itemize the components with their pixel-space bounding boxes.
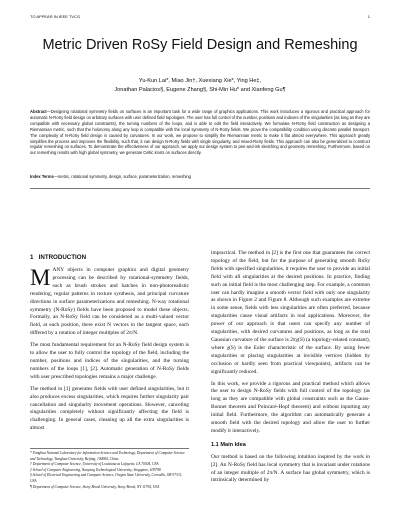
journal-label: TO APPEAR IN IEEE TVCG — [30, 14, 81, 19]
footnote: † Department of Computer Science, University of Louisiana at Lafayette, LA 70504, USA — [30, 462, 159, 467]
subsection-heading: 1.1 Main Idea — [211, 441, 246, 448]
right-column — [211, 250, 370, 489]
abstract — [30, 109, 370, 156]
footnote: ¶ Department of Computer Science, Stony Brook University, Stony Brook, NY 11794, USA — [30, 484, 160, 489]
divider — [30, 188, 370, 189]
paragraph: In this work, we provide a rigorous and practical method which allows the user to design N-RoSy fields with full control of the topology (as long as they are compatible with global constraints such as the Gauss-Bonnet theorem and Poincaré-Hopf theorem) and without inputting any initial field. Furthermore, the algorithm can automatically generate a smooth field with the desired topology and allow the user to further modify it interactively. — [211, 380, 370, 434]
section-title: INTRODUCTION — [38, 254, 87, 261]
paragraph: Our method is based on the following intuition inspired by the work in [2]. An N-RoSy field has local symmetry that is invariant under rotations of an integer multiple of 2π/N. A surface has global symmetry, which is intrinsically determined by — [211, 453, 370, 484]
index-terms-label: Index Terms — [30, 174, 54, 179]
paper-title: Metric Driven RoSy Field Design and Remeshing — [42, 37, 358, 53]
footnote: § School of Electrical Engineering and Computer Science, Oregon State University, Corvallis, OR 97331, USA — [30, 473, 183, 483]
index-terms-text: —metric, rotational symmetry, design, surface, parameterization, remeshing — [53, 174, 191, 179]
footnote: ‡ School of Computer Engineering, Nanyang Technological University, Singapore, 639798 — [30, 467, 161, 472]
paragraph: impractical. The method in [2] is the first one that guarantees the correct topology of the field, but for the purpose of generating smooth RoSy fields with specified singularities, it requires the user to provide an initial field with all singularities at the desired positions. In practice, finding such an initial field is the most challenging step. For example, a common user can hardly imagine a smooth vector field with only one singularity as shown in Figure 2 and Figure 8. Although such examples are extreme in some sense, fields with less singularities are often preferred, because singularities cause visual artifacts in real applications. Moreover, the power of our approach is that users can specify any number of singularities, with desired curvatures and positions, as long as the total Gaussian curvature of the surface is 2πχ(S) (a topology-related constant), where χ(S) is the Euler characteristic of the surface. By using fewer singularities or placing singularities at invisible vertices (hidden by occlusion or hardly seen from practical viewpoints), artifacts can be significantly reduced. — [211, 250, 370, 375]
left-column — [30, 267, 189, 437]
index-terms — [30, 174, 370, 180]
intro-paragraph — [30, 267, 189, 338]
footnotes — [30, 448, 189, 490]
author-line: Jonathan Palacios§, Eugene Zhang§, Shi-Min Hu* and Xianfeng Gu¶ — [114, 86, 286, 93]
author-line: Yu-Kun Lai*, Miao Jin†, Xuexiang Xie*, Ying He‡, — [138, 78, 262, 84]
section-heading — [30, 254, 86, 261]
intro-text: ANY objects in computer graphics and digital geometry processing can be described by rotational-symmetry fields, such as brush strokes and hatches in non-photorealistic rendering, regular patterns in texture synthesis, and principal curvature directions in surface parameterizations and remeshing. N-way rotational symmetry (N-RoSy) fields have been proposed to model these objects. Formally, an N-RoSy field can be considered as a multi-valued vector field, at each position, there exist N vectors in the tangent space, each differed by a rotation of integer multiples of 2π/N. — [30, 267, 189, 337]
paragraph: The method in [1] generates fields with user defined singularities, but it also produces excess singularities, which requires further singularity pair cancellation and singularity movement operations. However, canceling singularities completely without significantly affecting the field is challenging. In general cases, cleaning up all the extra singularities is almost — [30, 385, 189, 432]
footnote: * Tsinghua National Laboratory for Information Science and Technology, Department of Computer Science and Technology, Tsinghua University, Beijing, 100084, China — [30, 451, 185, 461]
author-list — [30, 77, 370, 94]
running-header — [30, 14, 370, 19]
section-number: 1 — [30, 254, 34, 261]
abstract-label: Abstract — [30, 109, 47, 114]
drop-cap: M — [30, 265, 51, 290]
abstract-text: —Designing rotational symmetry fields on surfaces is an important task for a wide range of graphics applications. This work introduces a rigorous and practical approach for automatic N-RoSy field design on arbitrary surfaces with user defined field topologies. The user has full control of the number, positions and indexes of the singularities (as long as they are compatible with necessary global constraints), the turning numbers of the loops, and is able to edit the field interactively. We formulate N-RoSy field construction as designing a Riemannian metric, such that the holonomy along any loop is compatible with the local symmetry of N-RoSy fields. We prove the compatibility condition using discrete parallel transport. The complexity of N-RoSy field design is caused by curvatures. In our work, we propose to simplify the Riemannian metric to make it flat almost everywhere. This approach greatly simplifies the process and improves the flexibility, such that, it can design N-RoSy fields with single singularity, and mixed-RoSy fields. This approach can also be generalized to construct regular remeshing on surfaces. To demonstrate the effectiveness of our approach, we apply our design system to pen-and-ink sketching and geometry remeshing. Furthermore, based on our remeshing results with high global symmetry, we generate Celtic knots on surfaces directly. — [30, 109, 370, 156]
paragraph: The most fundamental requirement for an N-RoSy field design system is to allow the user to fully control the topology of the field, including the number, positions and indices of the singularities, and the turning numbers of the loops [1], [2]. Automatic generation of N-RoSy fields with user prescribed topologies remains a major challenge. — [30, 342, 189, 380]
page-number: 1 — [367, 14, 370, 19]
